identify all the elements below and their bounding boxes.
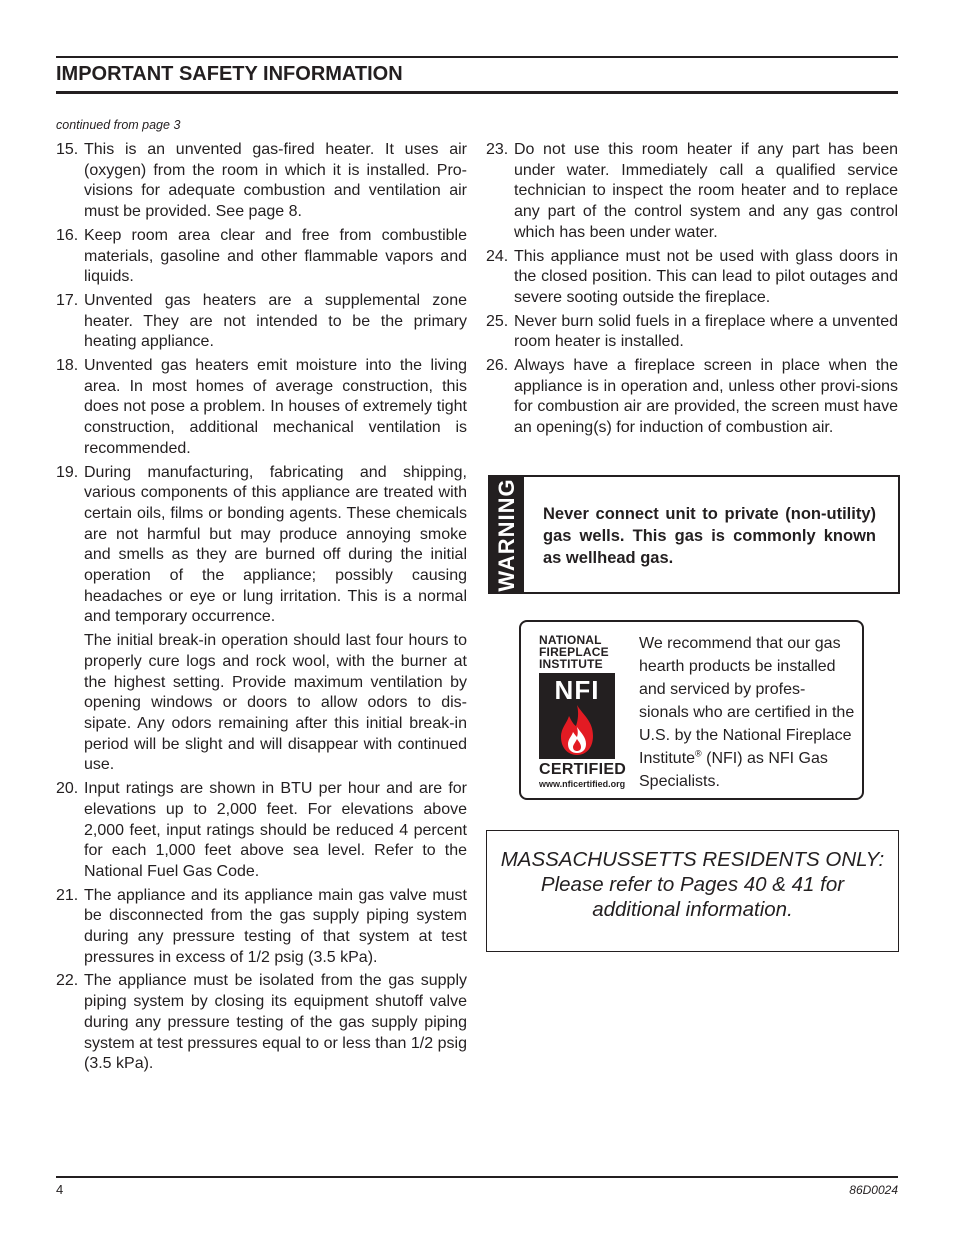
item-text: This is an unvented gas-fired heater. It uses air (oxygen) from the room in which it is installed. Pro-visions for adequate combustion and ventilation air must be provided. See page 8. (84, 141, 467, 221)
warning-label: WARNING (494, 477, 519, 592)
item-number: 19. (56, 463, 79, 481)
document-code: 86D0024 (849, 1183, 898, 1197)
list-item (56, 226, 467, 288)
flame-icon (553, 703, 601, 757)
list-item (56, 779, 467, 883)
massachusetts-notice-box (486, 830, 899, 952)
item-number: 25. (486, 312, 509, 330)
massachusetts-line-3: additional information. (592, 898, 793, 921)
item-number: 15. (56, 141, 79, 158)
nfi-certification-box (519, 620, 864, 800)
item-text: The appliance must be isolated from the gas supply piping system by closing its equipment shutoff valve during any pressure testing of the gas supply piping system at test pressures equal to or less than 1/2 psig (3.5 kPa). (84, 972, 467, 1073)
nfi-recommendation-text (639, 632, 855, 793)
nfi-logo (539, 634, 637, 789)
list-item (56, 356, 467, 460)
warning-text: Never connect unit to private (non-utility) gas wells. This gas is commonly known as wellhead gas. (543, 505, 876, 567)
item-text: Input ratings are shown in BTU per hour and are for elevations up to 2,000 feet. For elevations above 2,000 feet, input ratings should be reduced 4 percent for each 1,000 feet above sea level. Refer to the National Fuel Gas Code. (84, 780, 467, 880)
item-number: 16. (56, 226, 79, 244)
item-19-paragraph-2: The initial break-in operation should last four hours to properly cure logs and rock wool, with the burner at the highest setting. Provide maximum ventilation by opening windows or doors to allow odors to dis-sipate. Any odors remaining after this initial break-in period will be slight and will disappear with continued use. (84, 632, 467, 774)
left-column (56, 140, 467, 1078)
list-item (56, 463, 467, 629)
nfi-url: www.nficertified.org (539, 779, 626, 789)
item-number: 17. (56, 291, 79, 309)
nfi-text-b: (NFI) as NFI Gas Specialists. (639, 750, 828, 790)
right-column (486, 140, 898, 442)
header-top-rule (56, 56, 898, 58)
nfi-text-a: We recommend that our gas hearth products be installed and serviced by profes-sionals who are certified in the U.S. by the National Fireplace Institute (639, 635, 855, 767)
item-number: 23. (486, 141, 509, 158)
item-number: 21. (56, 886, 79, 904)
list-item (486, 356, 898, 439)
list-item (486, 247, 898, 309)
registered-mark: ® (695, 748, 702, 759)
nfi-org-name: NATIONAL FIREPLACE INSTITUTE (539, 633, 609, 671)
item-number: 24. (486, 247, 509, 265)
warning-tab (490, 477, 524, 592)
item-text: The appliance and its appliance main gas valve must be disconnected from the gas supply piping system during any pressure testing of that system at test pressures in excess of 1/2 psig (3.5 kPa). (84, 886, 467, 966)
nfi-badge (539, 673, 615, 759)
list-item (486, 312, 898, 353)
header-bottom-rule (56, 91, 898, 94)
continued-note: continued from page 3 (56, 118, 181, 132)
page-title: IMPORTANT SAFETY INFORMATION (56, 63, 403, 85)
massachusetts-heading: MASSACHUSSETTS RESIDENTS ONLY: (500, 848, 885, 871)
item-text: Unvented gas heaters are a supplemental zone heater. They are not intended to be the primary heating appliance. (84, 291, 467, 351)
nfi-letters: NFI (554, 675, 600, 705)
item-text: During manufacturing, fabricating and shipping, various components of this appliance are treated with certain oils, films or bonding agents. These chemicals are not harmful but may produce annoying smoke and smells as they are burned off during the initial operation of the appliance; possibly causing headaches or eye or lung irritation. This is a normal and temporary occurrence. (84, 463, 467, 626)
list-item (56, 291, 467, 353)
item-text: Never burn solid fuels in a fireplace where a unvented room heater is installed. (514, 312, 898, 351)
item-text: Always have a fireplace screen in place when the appliance is in operation and, unless other provi-sions for combustion air are provided, the screen must have an opening(s) for induction of combustion air. (514, 357, 898, 437)
item-number: 18. (56, 357, 79, 375)
item-text: Do not use this room heater if any part has been under water. Immediately call a qualified service technician to inspect the room heater and to replace any part of the control system and any gas control which has been under water. (514, 141, 898, 241)
item-text: Keep room area clear and free from combustible materials, gasoline and other flammable vapors and liquids. (84, 226, 467, 286)
nfi-certified-label: CERTIFIED (539, 761, 627, 778)
list-item (56, 971, 467, 1075)
list-item (56, 886, 467, 969)
item-number: 22. (56, 972, 79, 990)
footer-rule (56, 1176, 898, 1178)
item-text: Unvented gas heaters emit moisture into the living area. In most homes of average construction, this does not pose a problem. In houses of extremely tight construction, additional mechanical ventilation is recommended. (84, 357, 467, 457)
list-item (56, 140, 467, 223)
item-number: 20. (56, 780, 79, 798)
list-item (486, 140, 898, 244)
warning-box (488, 475, 900, 594)
page-number: 4 (56, 1182, 64, 1197)
item-number: 26. (486, 357, 509, 375)
item-text: This appliance must not be used with glass doors in the closed position. This can lead to pilot outages and severe sooting outside the fireplace. (514, 247, 898, 306)
massachusetts-line-2: Please refer to Pages 40 & 41 for (540, 873, 845, 896)
